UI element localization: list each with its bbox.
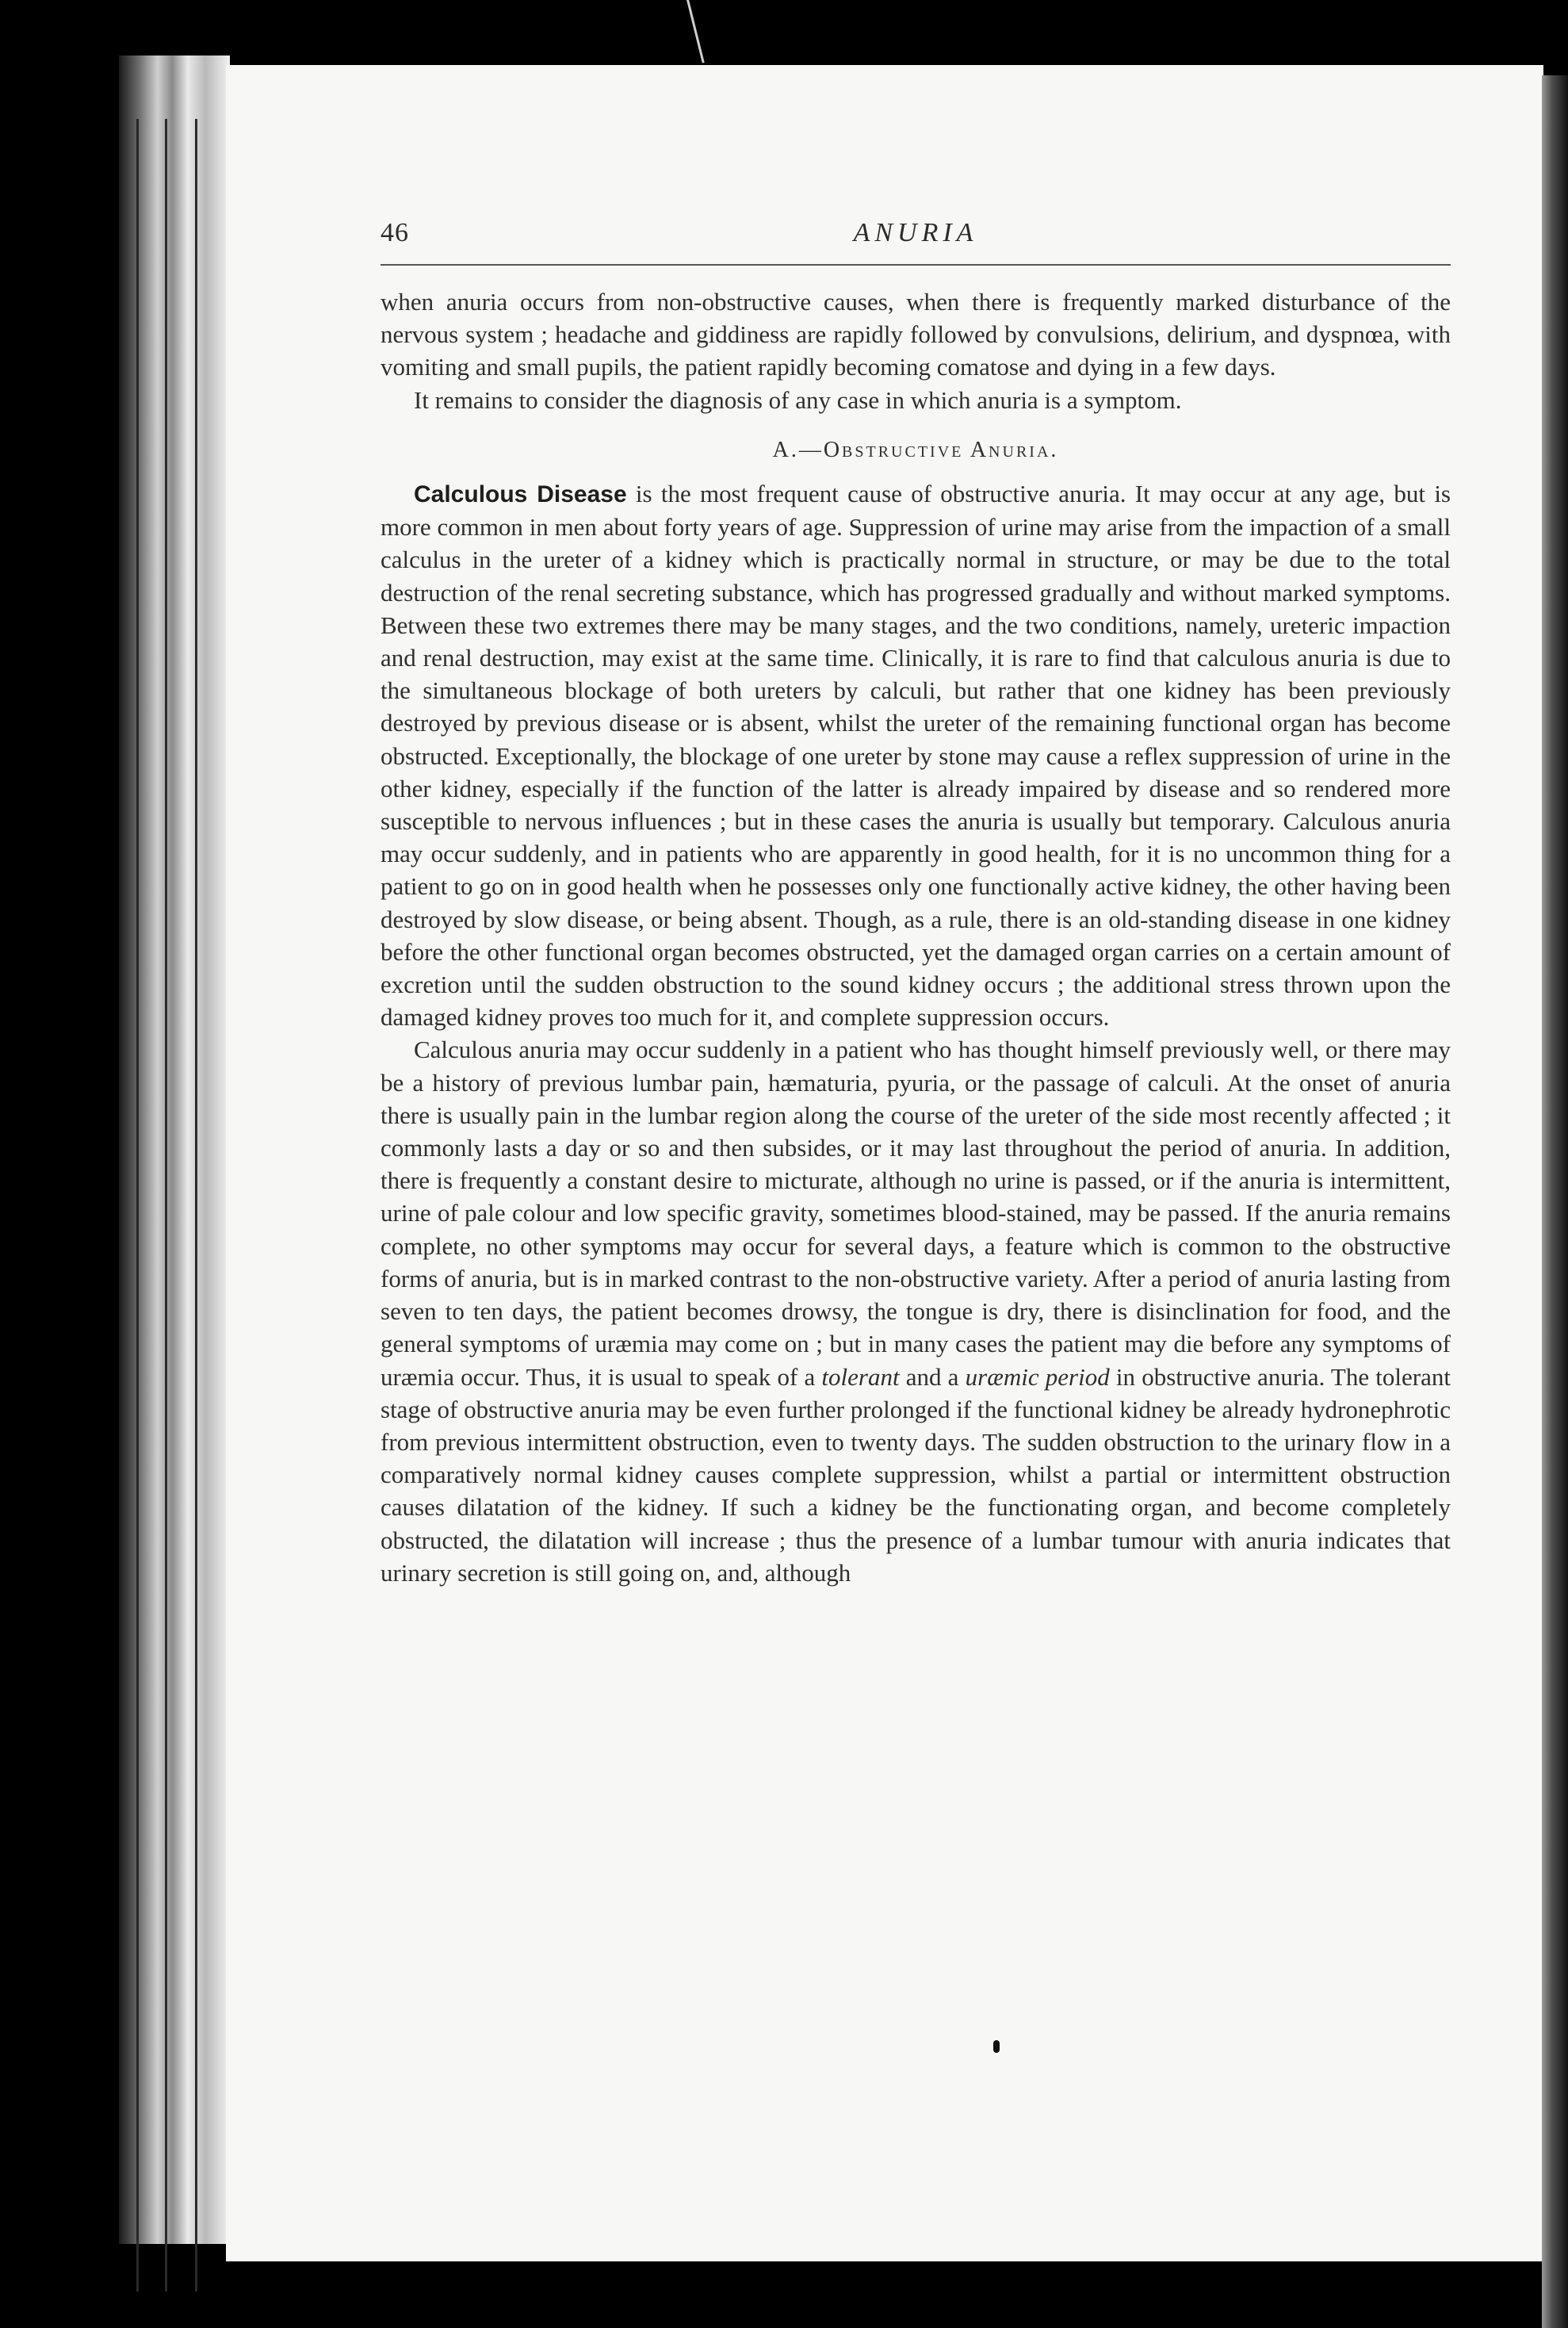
body-text	[381, 285, 1451, 1589]
scan-scratch	[686, 0, 705, 63]
running-head: ANURIA	[853, 218, 978, 247]
paragraph-calculous-anuria	[381, 1033, 1451, 1588]
binding-line	[136, 119, 139, 2292]
paragraph-body: in obstructive anuria. The tolerant stage of obstructive anuria may be even further prolonged if the functional kidney be already hydronephrotic from previous intermittent obstruction, even to twenty days. The sudden obstruction to the urinary flow in a comparatively normal kidney causes complete suppression, whilst a partial or intermittent obstruction causes dilatation of the kidney. If such a kidney be the functionating organ, and become completely obstructed, the dilatation will increase ; thus the presence of a lumbar tumour with anuria indicates that urinary secretion is still going on, and, although	[381, 1362, 1451, 1587]
paragraph-body: and a	[899, 1362, 966, 1391]
ink-mark	[993, 2040, 1000, 2053]
italic-term: uræmic period	[965, 1362, 1110, 1391]
paragraph-continued: when anuria occurs from non-obstructive causes, when there is frequently marked disturbance of the nervous system ; headache and giddiness are rapidly followed by convulsions, delirium, and dyspnœa, with vomiting and small pupils, the patient rapidly becoming comatose and dying in a few days.	[381, 288, 1451, 381]
paragraph: It remains to consider the diagnosis of any case in which anuria is a symptom.	[414, 385, 1182, 414]
paragraph-body: Calculous anuria may occur suddenly in a patient who has thought himself previously well, or there may be a history of previous lumbar pain, hæmaturia, pyuria, or the passage of calculi. At the onset of anuria there is usually pain in the lumbar region along the course of the ureter of the side most recently affected ; it commonly lasts a day or so and then subsides, or it may last throughout the period of anuria. In addition, there is frequently a constant desire to micturate, although no urine is passed, or if the anuria is intermittent, urine of pale colour and low specific gravity, sometimes blood-stained, may be passed. If the anuria remains complete, no other symptoms may occur for several days, a feature which is common to the obstructive forms of anuria, but is in marked contrast to the non-obstructive variety. After a period of anuria lasting from seven to ten days, the patient becomes drowsy, the tongue is dry, there is disinclination for food, and the general symptoms of uræmia may come on ; but in many cases the patient may die before any symptoms of uræmia occur. Thus, it is usual to speak of a	[381, 1036, 1451, 1391]
book-binding-gutter	[119, 56, 230, 2244]
header-rule	[381, 264, 1451, 266]
paragraph-body: is the most frequent cause of obstructive anuria. It may occur at any age, but is more common in men about forty years of age. Suppression of urine may arise from the impaction of a small calculus in the ureter of a kidney which is practically normal in structure, or may be due to the total destruction of the renal secreting substance, which has progressed gradually and without marked symptoms. Between these two extremes there may be many stages, and the two conditions, namely, ureteric impaction and renal destruction, may exist at the same time. Clinically, it is rare to find that calculous anuria is due to the simultaneous blockage of both ureters by calculi, but rather that one kidney has been previously destroyed by previous disease or is absent, whilst the ureter of the remaining functional organ has become obstructed. Exceptionally, the blockage of one ureter by stone may cause a reflex suppression of urine in the other kidney, especially if the function of the latter is already impaired by disease and so rendered more susceptible to nervous influences ; but in these cases the anuria is usually but temporary. Calculous anuria may occur suddenly, and in patients who are apparently in good health, for it is no uncommon thing for a patient to go on in good health when he possesses only one functionally active kidney, the other having been destroyed by slow disease, or being absent. Though, as a rule, there is an old-standing disease in one kidney before the other functional organ becomes obstructed, yet the damaged organ carries on a certain amount of excretion until the sudden obstruction to the sound kidney occurs ; the additional stress thrown upon the damaged kidney proves too much for it, and complete suppression occurs.	[381, 480, 1451, 1032]
page-edge-shadow	[1542, 75, 1568, 2328]
section-heading: A.—Obstructive Anuria.	[772, 437, 1059, 462]
page-header	[381, 218, 1451, 266]
page-number: 46	[381, 218, 409, 247]
italic-term: tolerant	[821, 1362, 900, 1391]
paragraph-term: Calculous Disease	[414, 481, 627, 508]
binding-line	[165, 119, 167, 2292]
binding-line	[195, 119, 197, 2292]
paragraph-calculous-disease	[381, 477, 1451, 1033]
